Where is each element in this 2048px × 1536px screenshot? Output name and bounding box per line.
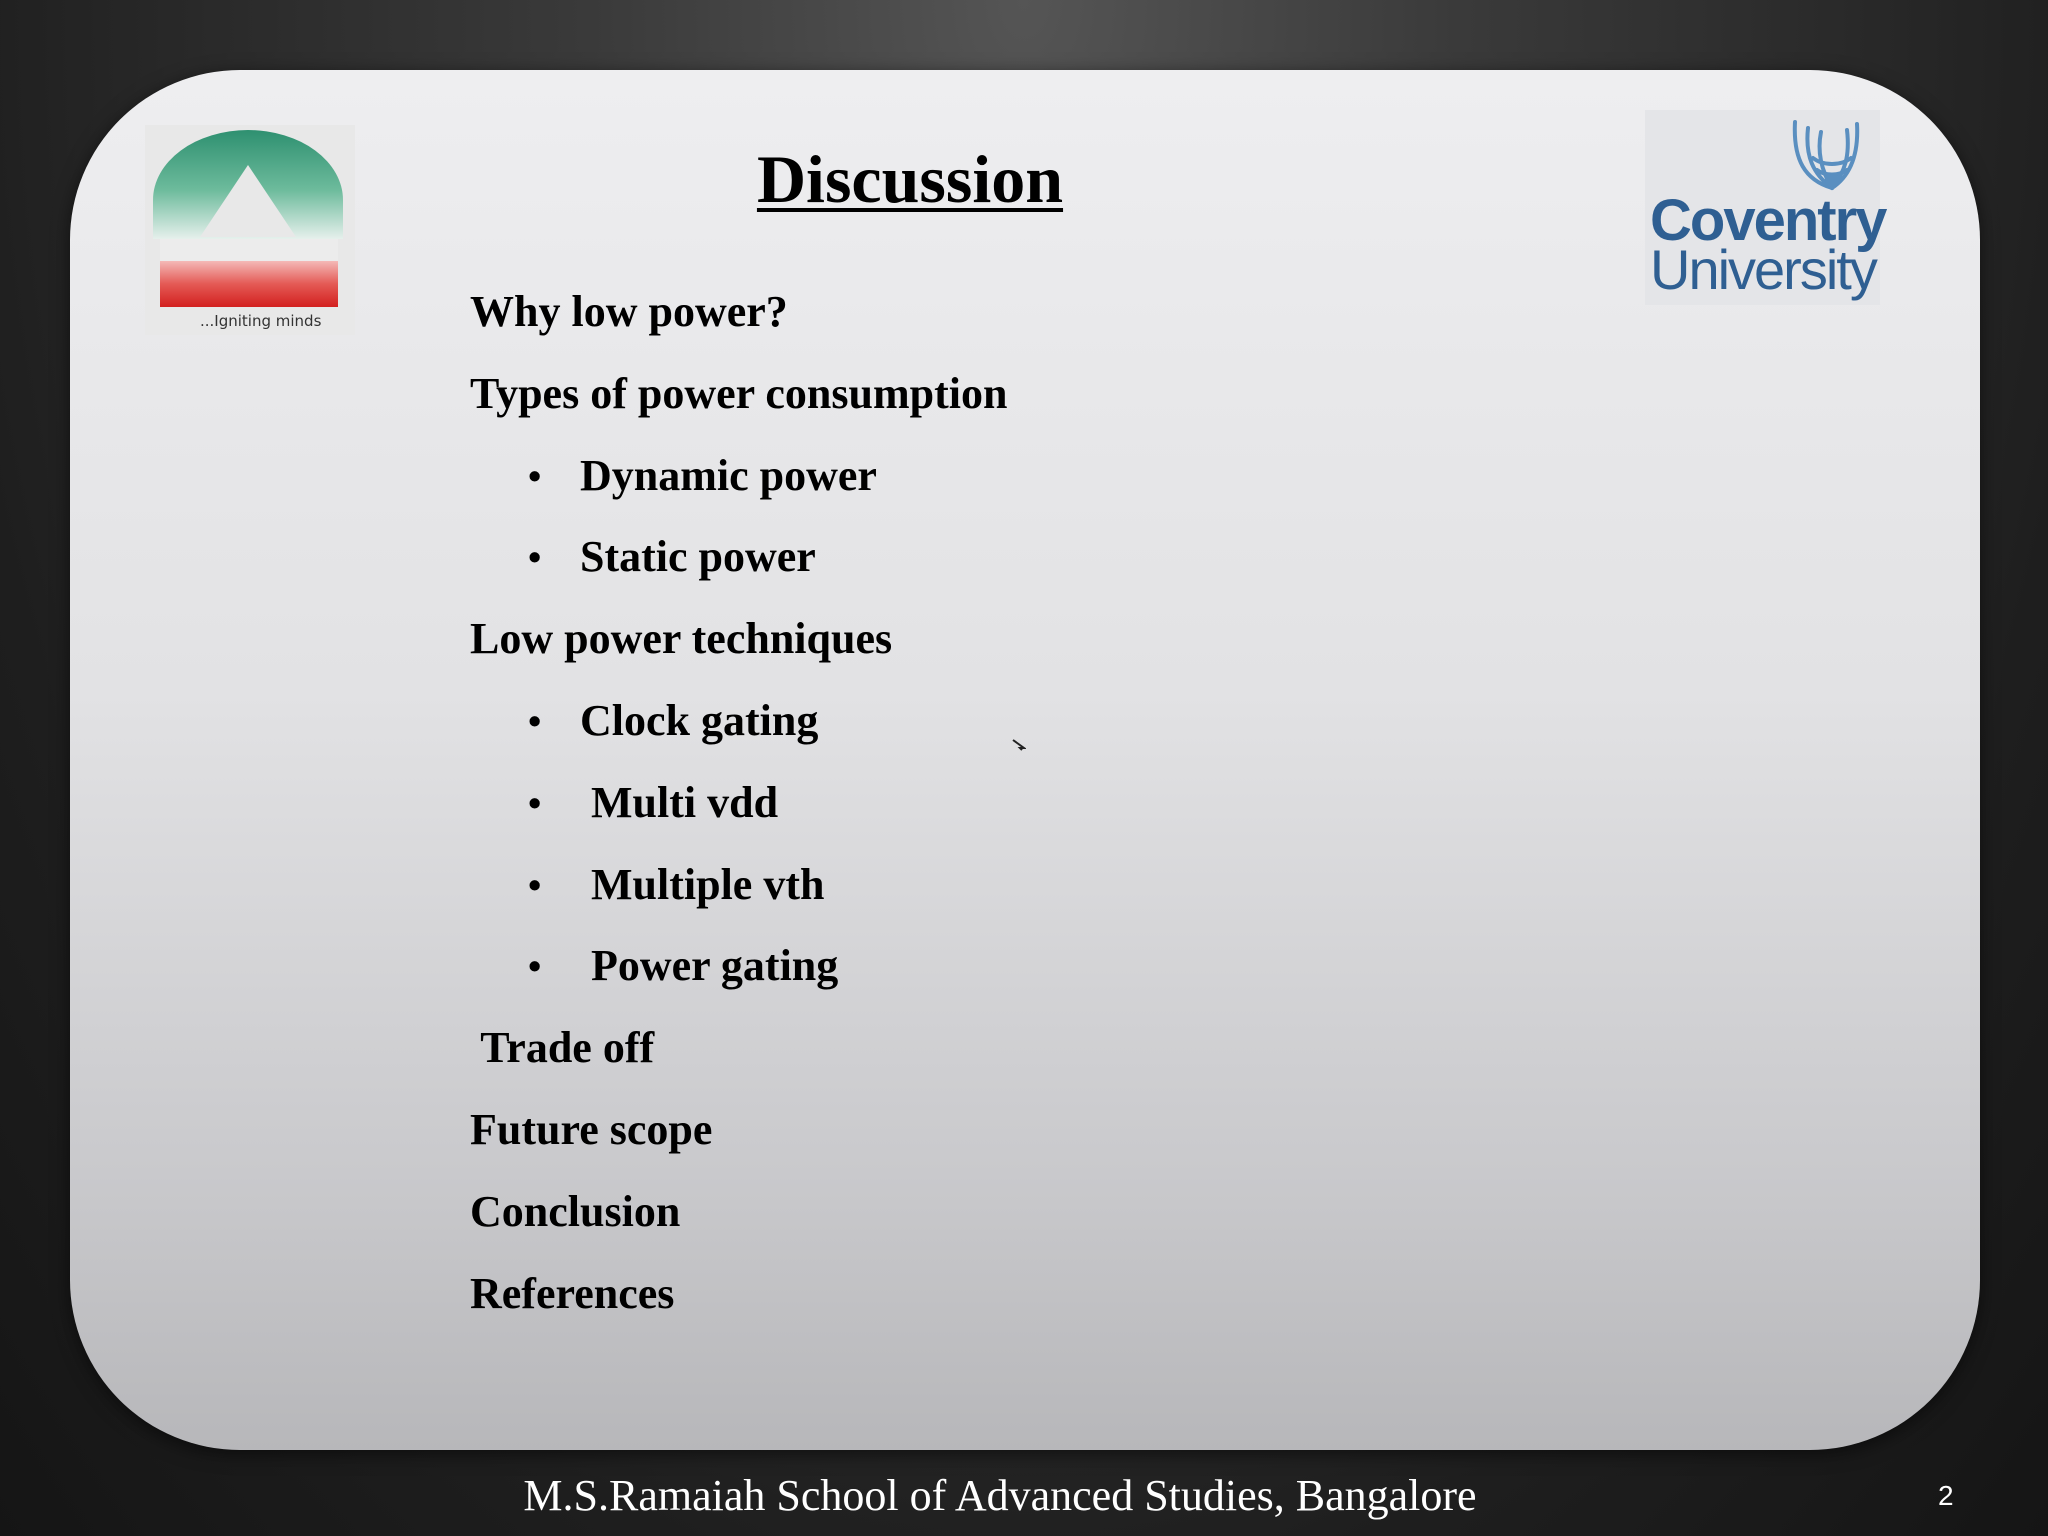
sub-list-item: Multi vdd xyxy=(580,777,779,827)
slide-title: Discussion xyxy=(756,141,1064,217)
logo-word-university: University xyxy=(1650,238,1876,301)
bullet-icon: • xyxy=(528,455,542,498)
list-item: Trade off xyxy=(470,1023,655,1073)
list-item: Conclusion xyxy=(470,1186,681,1236)
sub-list-item: Dynamic power xyxy=(580,450,877,500)
list-item: Future scope xyxy=(470,1105,713,1154)
list-item: Types of power consumption xyxy=(470,368,1008,418)
page-number: 2 xyxy=(1938,1480,1954,1511)
footer-institution: M.S.Ramaiah School of Advanced Studies, Bangalore xyxy=(523,1471,1477,1520)
sub-list-item: Power gating xyxy=(580,941,839,991)
sub-list-item: Multiple vth xyxy=(580,859,825,909)
bullet-icon: • xyxy=(528,864,542,907)
list-item: Why low power? xyxy=(470,287,788,336)
sub-list-item: Clock gating xyxy=(580,696,819,745)
logo-word-coventry: Coventry xyxy=(1650,188,1886,253)
list-item: Low power techniques xyxy=(470,614,893,664)
bullet-icon: • xyxy=(528,946,542,989)
bullet-icon: • xyxy=(528,537,542,580)
school-tagline: ...Igniting minds xyxy=(200,312,322,330)
list-item: References xyxy=(470,1268,675,1318)
mouse-cursor-icon xyxy=(1012,738,1026,756)
bullet-icon: • xyxy=(528,782,542,825)
bullet-icon: • xyxy=(528,701,542,743)
sub-list-item: Static power xyxy=(580,532,816,582)
